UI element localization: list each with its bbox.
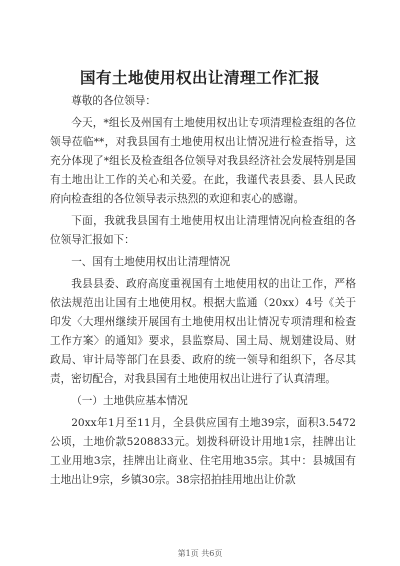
salutation: 尊敬的各位领导： [71,95,156,107]
section-heading-1: 一、国有土地使用权出让清理情况 [71,256,231,268]
document-title: 国有土地使用权出让清理工作汇报 [79,68,320,87]
subsection-heading-1: （一）土地供应基本情况 [71,395,188,407]
paragraph-land-supply: 20xx年1月至11月，全县供应国有土地39宗，面积3.5472公顷，土地价款5208833元。划拨科研设计用地1宗，挂牌出让工业用地3宗，挂牌出让商业、住宅用地35宗。其中：县城国有土地出让9宗，乡镇30宗。38宗招拍挂用地出让价款 [50,417,356,486]
page-footer: 第1页 共6页 [177,549,223,558]
paragraph-cleanup: 我县县委、政府高度重视国有土地使用权的出让工作，严格依法规范出让国有土地使用权。根据大监通（20xx）4号《关于印发〈大理州继续开展国有土地使用权出让情况专项清理和检查工作方案〉的通知》要求，县监察局、国土局、规划建设局、财政局、审计局等部门在县委、政府的统一领导和组织下，各尽其责，密切配合，对我县国有土地使用权出让进行了认真清理。 [50,278,356,385]
paragraph-welcome: 今天，*组长及州国有土地使用权出让专项清理检查组的各位领导莅临**，对我县国有土地使用权出让情况进行检查指导，这充分体现了*组长及检查组各位领导对我县经济社会发展特别是国有土地出让工作的关心和关爱。在此，我谨代表县委、县人民政府向检查组的各位领导表示热烈的欢迎和衷心的感谢。 [50,117,356,205]
document-body [50,92,356,493]
paragraph-intro: 下面，我就我县国有土地使用权出让清理情况向检查组的各位领导汇报如下： [50,215,356,246]
